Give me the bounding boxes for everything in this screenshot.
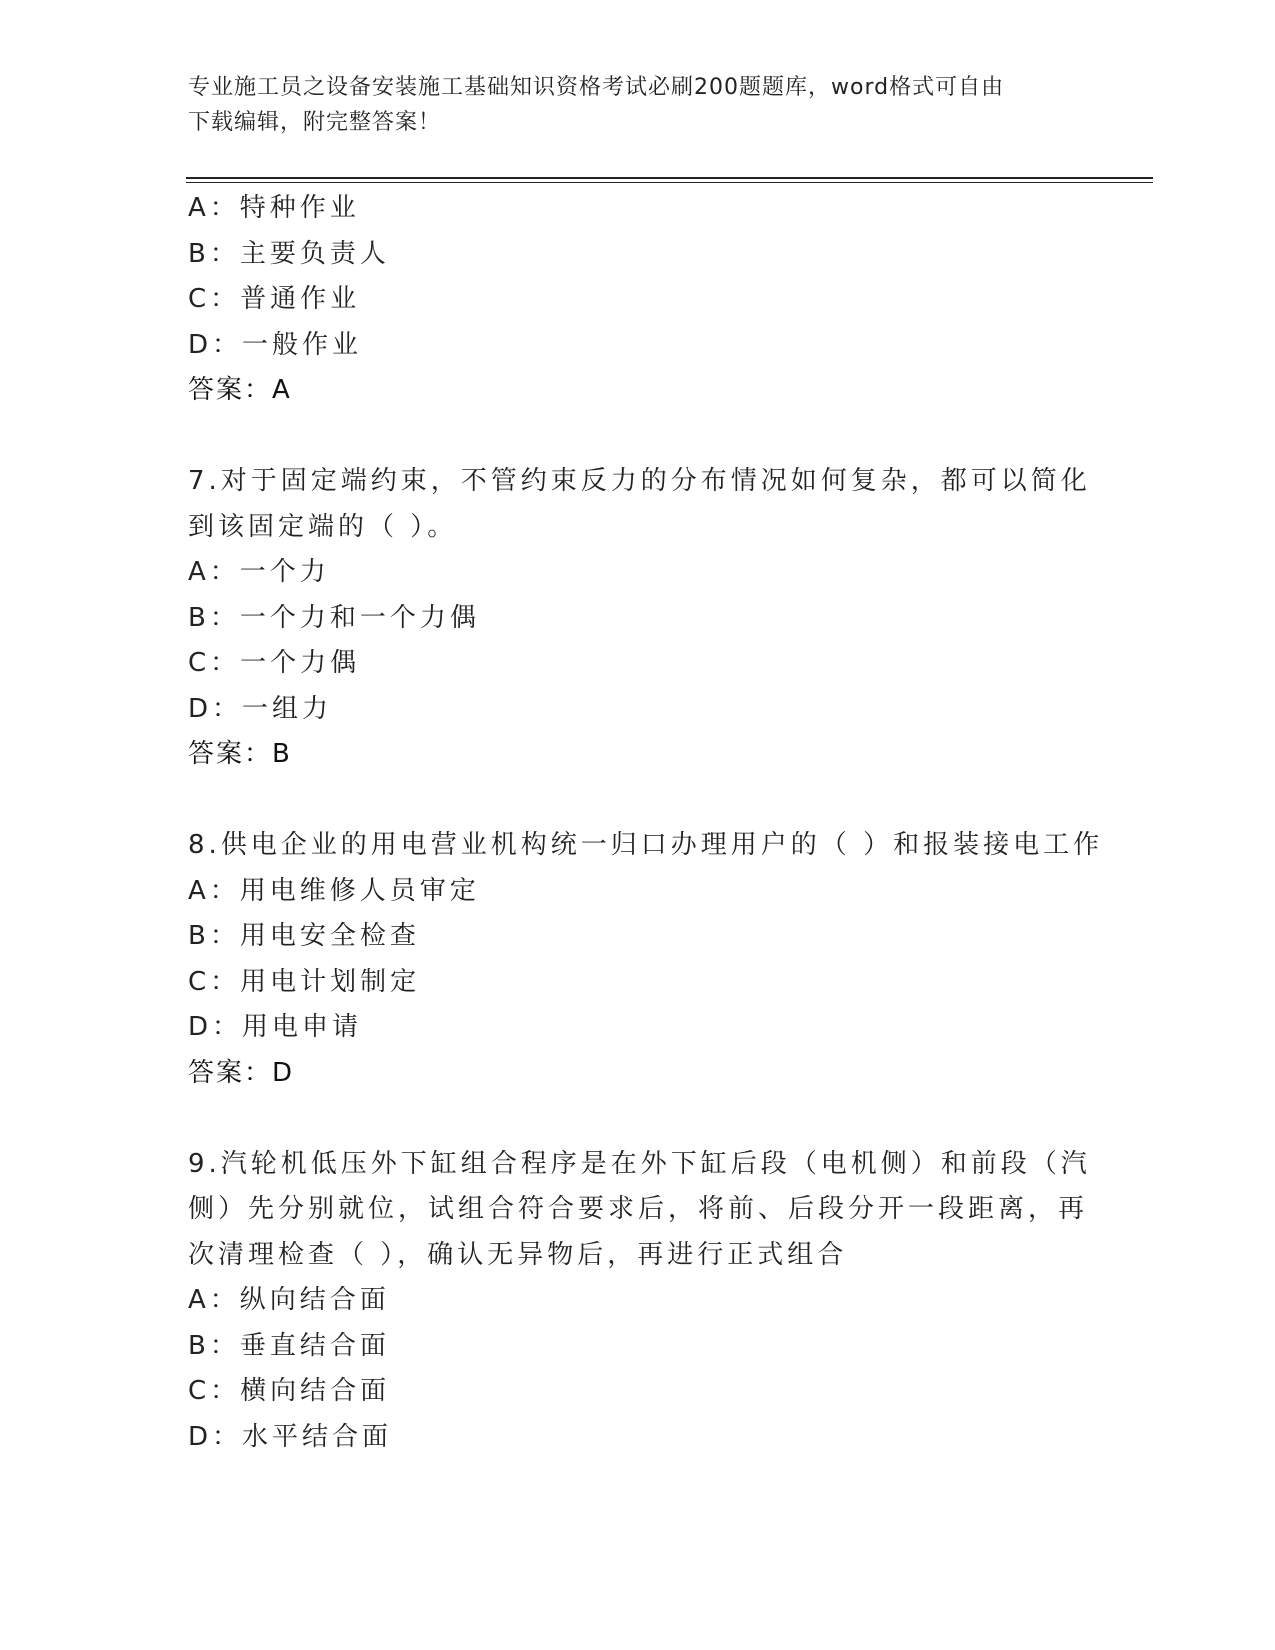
question-stem-line: 到该固定端的（ ）。: [188, 511, 458, 542]
option-b: B：用电安全检查: [188, 921, 420, 951]
option-a: A：一个力: [188, 557, 330, 587]
option-a: A：纵向结合面: [188, 1285, 390, 1315]
question-stem-line: 8.供电企业的用电营业机构统一归口办理用户的（ ）和报装接电工作: [188, 830, 1104, 860]
question-stem-line: 9.汽轮机低压外下缸组合程序是在外下缸后段（电机侧）和前段（汽: [188, 1148, 1091, 1179]
header-rule-thick: [186, 177, 1153, 179]
header-rule-thin: [186, 182, 1153, 183]
question-9: [188, 1142, 1091, 1461]
question-stem-line: 侧）先分别就位，试组合符合要求后，将前、后段分开一段距离，再: [188, 1194, 1089, 1224]
option-d: D：水平结合面: [188, 1421, 393, 1452]
answer-line: 答案：B: [188, 739, 292, 769]
question-8: [188, 823, 1104, 1096]
question-7: [188, 459, 1091, 778]
option-c: C：普通作业: [188, 284, 361, 314]
option-b: B：一个力和一个力偶: [188, 602, 480, 633]
question-list: [188, 186, 1104, 1460]
answer-line: 答案：D: [188, 1057, 295, 1088]
option-d: D：一般作业: [188, 329, 363, 360]
option-d: D：一组力: [188, 693, 333, 724]
option-b: B：垂直结合面: [188, 1330, 390, 1361]
answer-line: 答案：A: [188, 375, 292, 405]
question-stem-line: 次清理检查（ ），确认无异物后，再进行正式组合: [188, 1239, 848, 1270]
option-a: A：用电维修人员审定: [188, 875, 480, 906]
option-c: C：用电计划制定: [188, 966, 421, 997]
header-line-1: 专业施工员之设备安装施工基础知识资格考试必刷200题题库，word格式可自由: [188, 75, 1005, 100]
option-a: A：特种作业: [188, 193, 360, 223]
question-stem-line: 7.对于固定端约束，不管约束反力的分布情况如何复杂，都可以简化: [188, 466, 1091, 496]
question-6: [188, 186, 1088, 414]
document-header: [188, 70, 1068, 140]
spacer: [188, 414, 1088, 460]
spacer: [188, 1096, 1088, 1142]
header-line-2: 下载编辑，附完整答案！: [188, 110, 442, 135]
option-d: D：用电申请: [188, 1012, 363, 1042]
option-b: B：主要负责人: [188, 238, 390, 269]
option-c: C：横向结合面: [188, 1376, 391, 1406]
spacer: [188, 778, 1088, 824]
option-c: C：一个力偶: [188, 648, 361, 678]
